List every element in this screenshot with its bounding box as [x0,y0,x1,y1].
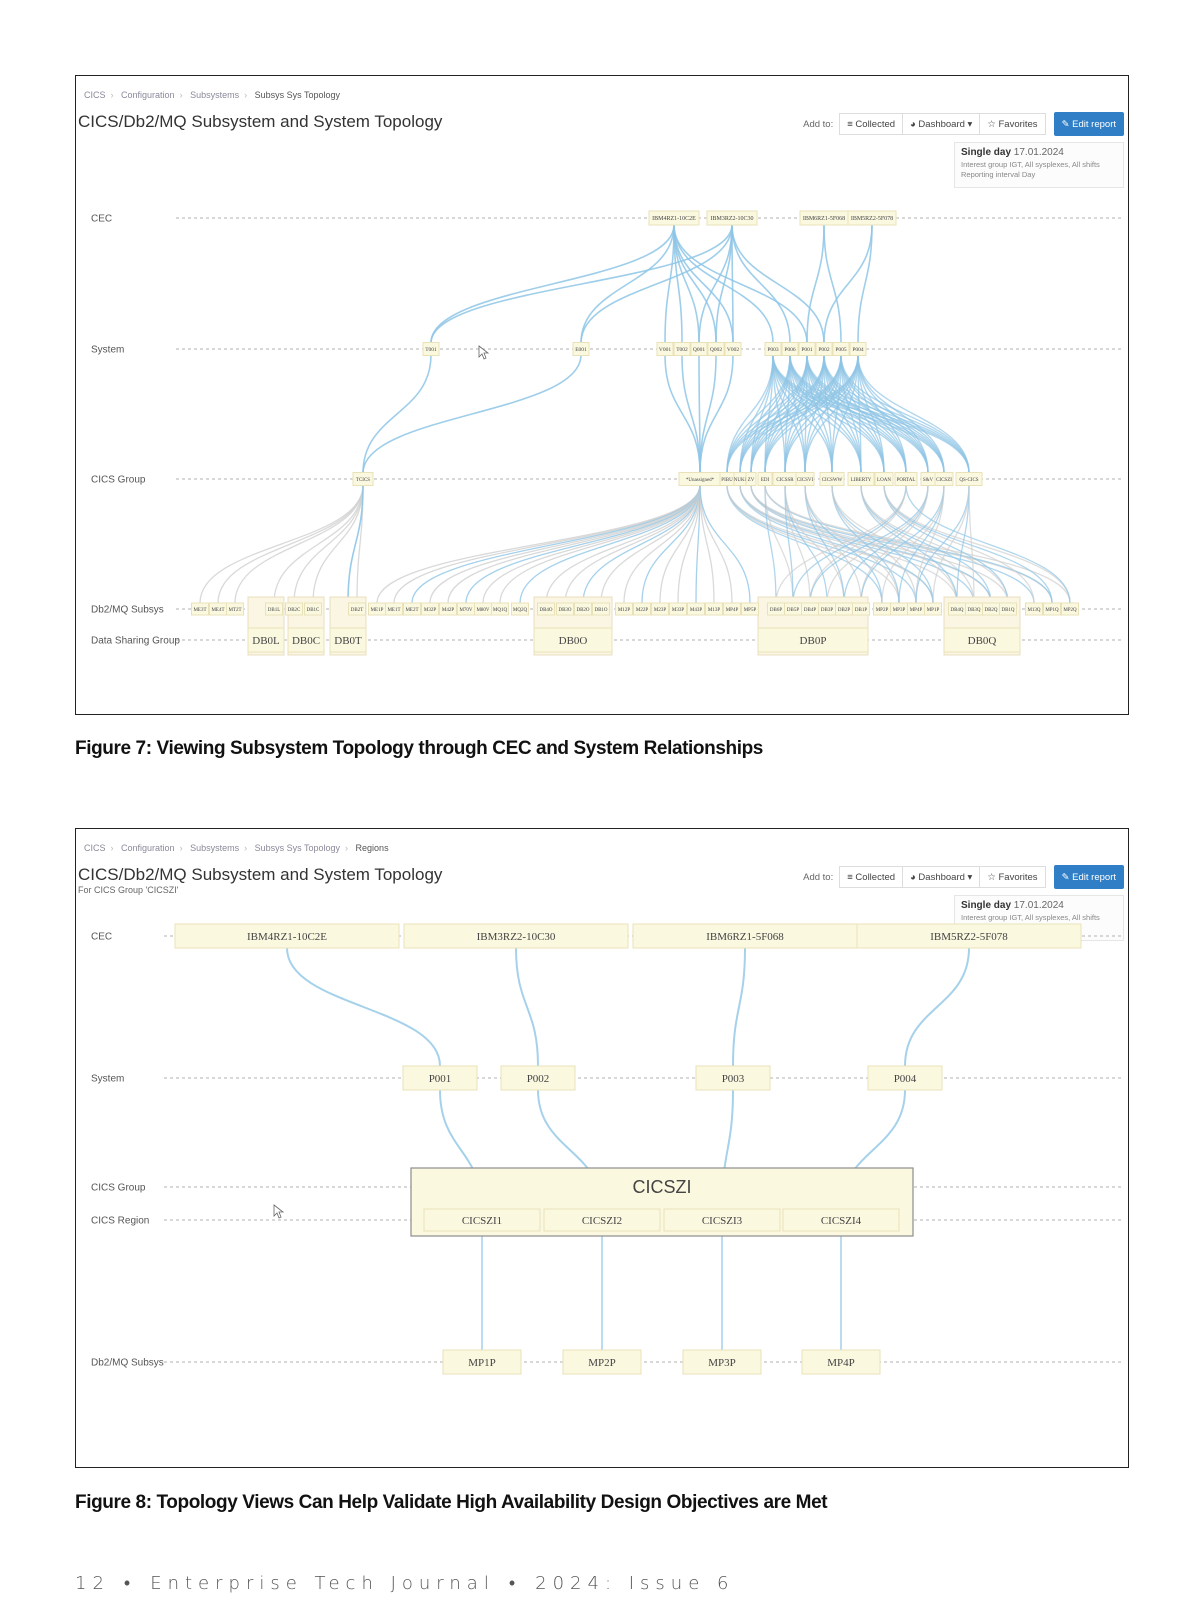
system-node-label: P003 [767,346,779,353]
cics-group-node[interactable] [848,473,874,486]
topology-link [483,485,700,603]
caret-down-icon: ▾ [964,871,973,883]
subsys-node-label: DB4O [539,607,553,613]
data-sharing-group-node-label: DB0L [252,634,280,647]
subsys-node-label: MP2P [875,607,889,613]
cec-row-label: CEC [91,213,113,225]
subsys-node-label: M32P [423,607,437,613]
subsys-node[interactable] [616,603,633,615]
subsys-node-label: DB2C [287,607,301,613]
system-node[interactable] [725,343,741,356]
subsys-node-label: MP4P [827,1356,855,1369]
system-node[interactable] [816,343,832,356]
subsys-node[interactable] [1044,603,1061,615]
add-to-label: Add to: [803,871,834,883]
subsys-node-label: DB4P [803,607,817,613]
cec-node-label: IBM5RZ2-5F078 [850,216,894,223]
breadcrumb-item[interactable]: Subsystems [190,90,240,100]
caret-down-icon: ▾ [964,118,973,130]
subsys-node-label: DB5P [786,607,800,613]
system-node-label: P005 [835,346,847,353]
subsys-node[interactable] [369,603,386,615]
topology-link [430,485,700,603]
system-node-label: V001 [658,346,672,353]
subsys-node-label: DB3P [820,607,834,613]
topology-link [516,948,538,1066]
cics-group-node[interactable] [921,473,935,486]
topology-link [235,485,363,603]
subsys-node[interactable] [563,1350,641,1374]
topology-link [733,948,745,1066]
breadcrumb-item[interactable]: CICS [84,843,106,853]
subsys-node[interactable] [305,603,322,615]
subsys-node[interactable] [1062,603,1079,615]
subsys-node[interactable] [706,603,723,615]
system-node[interactable] [674,343,690,356]
cics-group-node[interactable] [796,473,814,486]
collected-label: Collected [855,871,896,883]
page-footer [75,1573,734,1594]
cics-group-node-label: CICSVI [796,477,814,483]
cics-region-node-label: CICSZI1 [461,1214,503,1227]
subsys-node-label: M13Q [1027,607,1041,613]
cics-group-node[interactable] [773,473,797,486]
subsys-node-label: MQ1Q [492,607,508,613]
cics-group-node[interactable] [875,473,893,486]
breadcrumb: CICS › Configuration › Subsystems › Subsys Sys Topology [84,90,341,100]
subsys-node-label: DB3O [558,607,572,613]
period-label: Single day [961,900,1012,911]
dashboard-label: Dashboard [918,118,965,130]
subsys-node[interactable] [575,603,592,615]
topology-link [412,485,700,603]
topology-link [287,948,440,1066]
subsys-node[interactable] [227,603,244,615]
cics-region-node[interactable] [664,1209,780,1231]
cics-group-node-label: PIBU [721,477,733,483]
breadcrumb-item[interactable]: CICS [84,90,106,100]
subsys-node[interactable] [670,603,687,615]
data-sharing-group-node[interactable] [288,628,324,652]
subsys-node[interactable] [593,603,610,615]
page-subtitle: For CICS Group 'CICSZI' [78,885,179,895]
topology-link [824,225,841,343]
subsys-node-label: DB3Q [967,607,981,613]
subsys-node-label: ME1P [370,607,384,613]
cec-node-label: IBM6RZ1-5F068 [802,216,846,223]
cec-node[interactable] [848,211,896,225]
edit-report-label: Edit report [1072,118,1116,130]
subsys-node[interactable] [458,603,475,615]
topology-link [700,355,716,473]
topology-link [700,485,732,603]
cics-region-node[interactable] [783,1209,899,1231]
subsys-node-label: M70V [459,607,473,613]
cics-group-node-label: NUKI [733,477,747,483]
subsys-node-label: M42P [441,607,455,613]
page-number: 12 [75,1573,110,1594]
subsys-node-label: MP5P [743,607,757,613]
cics-group-node-label: EDI [760,477,770,483]
subsys-node[interactable] [210,603,227,615]
topology-link [732,225,824,343]
cec-node-label: IBM4RZ1-10C2E [246,930,328,943]
subsys-node[interactable] [404,603,421,615]
edit-icon: ✎ [1061,871,1073,883]
subsys-node-label: M12P [617,607,631,613]
subsys-node-label: M13P [707,607,721,613]
cec-node[interactable] [800,211,848,225]
cics-group-node-label: LIBERTY [850,477,872,483]
data-sharing-group-node[interactable] [534,628,612,652]
subsys-node-label: MP4P [909,607,923,613]
cics-group-node-label: PORTAL [896,477,916,483]
subsys-node-label: DB1Q [1001,607,1015,613]
system-node-label: Q002 [709,346,723,353]
topology-link [716,225,732,343]
figure-7-screenshot [75,75,1129,715]
subsys-node[interactable] [286,603,303,615]
data-sharing-group-node-label: DB0Q [967,634,997,647]
subsys-node[interactable] [819,603,836,615]
system-node[interactable] [868,1066,942,1090]
system-node-label: E001 [575,346,587,353]
period-label: Single day [961,147,1012,158]
data-sharing-group-node-label: DB0O [558,634,588,647]
cec-node[interactable] [404,924,628,948]
add-to-label: Add to: [803,118,834,130]
system-node-label: V002 [726,346,740,353]
data-sharing-group-node-label: DB0C [291,634,321,647]
dashboard-icon: ◕ [910,118,919,130]
cics-group-node-label: CICSWW [821,477,843,483]
topology-links [287,948,969,1350]
cics-group-node[interactable] [734,473,747,486]
cec-node[interactable] [633,924,857,948]
subsys-node[interactable] [891,603,908,615]
interest-group-text: Interest group IGT, All sysplexes, All shifts [961,160,1100,169]
cics-group-node-label: S&V [922,477,934,483]
subsys-node-label: MP4P [725,607,739,613]
data-sharing-group-node[interactable] [330,628,366,652]
db2mq-subsys-row-label: Db2/MQ Subsys [91,604,164,616]
subsys-node[interactable] [925,603,942,615]
subsys-node[interactable] [874,603,891,615]
dashboard-icon: ◕ [910,871,919,883]
topology-link [274,485,363,603]
cics-group-node-label: QS-CICS [959,477,979,483]
subsys-node-label: DB2Q [984,607,998,613]
system-node[interactable] [403,1066,477,1090]
subsys-node-label: MT2T [228,607,242,613]
system-row-label: System [91,344,125,356]
subsys-node-label: M43P [689,607,703,613]
star-icon: ☆ [987,871,999,883]
subsys-node[interactable] [908,603,925,615]
journal-name: Enterprise Tech Journal [150,1573,495,1594]
cics-region-node[interactable] [424,1209,540,1231]
topology-link [500,485,700,603]
data-sharing-group-node[interactable] [758,628,868,652]
topology-link [581,225,674,343]
cec-node[interactable] [857,924,1081,948]
system-node-label: Q001 [692,346,706,353]
cec-row-label: CEC [91,931,113,943]
breadcrumb-item[interactable]: Subsystems [190,843,240,853]
figure-7-caption: Figure 7: Viewing Subsystem Topology through CEC and System Relationships [75,738,763,759]
issue-label: 2024: Issue 6 [535,1573,735,1594]
subsys-node-label: DB1C [306,607,320,613]
topology-link [431,225,674,343]
cics-group-node-label: *Unassigned* [685,477,715,483]
subsys-node[interactable] [652,603,669,615]
breadcrumb-item: Regions [355,843,389,853]
cec-node[interactable] [707,211,757,225]
subsys-node[interactable] [557,603,574,615]
breadcrumb: CICS › Configuration › Subsystems › Subsys Sys Topology › Regions [84,843,389,853]
cics-group-node[interactable] [353,473,373,486]
subsys-node-label: DB1L [267,607,281,613]
subsys-node[interactable] [422,603,439,615]
system-node-label: P003 [721,1072,745,1085]
cics-group-node-label: CICSZI [936,477,952,483]
cec-node[interactable] [175,924,399,948]
subsys-node[interactable] [538,603,555,615]
subsys-node-label: MP1P [926,607,940,613]
subsys-node[interactable] [724,603,741,615]
subsys-node-label: MP1Q [1045,607,1059,613]
star-icon: ☆ [987,118,999,130]
cics-group-node[interactable] [956,473,982,486]
subsys-node-label: M22P [635,607,649,613]
system-row-label: System [91,1073,125,1085]
bullet-separator: • [508,1573,522,1594]
breadcrumb-item: Subsys Sys Topology [254,90,341,100]
cics-region-node[interactable] [544,1209,660,1231]
subsys-node-label: M23P [653,607,667,613]
page-title: CICS/Db2/MQ Subsystem and System Topology [78,112,443,131]
subsys-node[interactable] [983,603,1000,615]
subsys-node[interactable] [768,603,785,615]
subsys-node-label: MQ2Q [512,607,528,613]
mouse-cursor-icon [479,346,488,359]
system-node[interactable] [501,1066,575,1090]
subsys-node[interactable] [1026,603,1043,615]
favorites-label: Favorites [998,871,1038,883]
topology-link [363,355,431,473]
subsys-node-label: ME3T [193,607,207,613]
subsys-node-label: MP3P [892,607,906,613]
subsys-node-label: DB2T [350,607,364,613]
subsys-node[interactable] [802,1350,880,1374]
system-node-label: T001 [425,346,437,353]
system-node[interactable] [691,343,707,356]
system-node-label: P002 [818,346,830,353]
subsys-node-label: M33P [671,607,685,613]
subsys-node-label: DB1O [594,607,608,613]
system-node-label: P001 [801,346,813,353]
subsys-node-label: DB1P [854,607,868,613]
topology-graph-2 [76,829,1128,1467]
cics-group-label: CICSZI [632,1177,692,1197]
cec-node-label: IBM3RZ2-10C30 [476,930,556,943]
interest-group-text: Interest group IGT, All sysplexes, All shifts [961,913,1100,922]
figure-8-screenshot [75,828,1129,1468]
system-node-label: P006 [784,346,796,353]
topology-graph-1 [76,76,1128,714]
system-node-label: P004 [852,346,864,353]
subsys-node[interactable] [742,603,759,615]
subsys-node[interactable] [802,603,819,615]
subsys-node-label: M80V [476,607,490,613]
subsys-node[interactable] [634,603,651,615]
topology-link [294,485,363,603]
system-node[interactable] [696,1066,770,1090]
subsys-node[interactable] [266,603,283,615]
subsys-node-label: DB2P [837,607,851,613]
subsys-node[interactable] [688,603,705,615]
subsys-node[interactable] [386,603,403,615]
subsys-node[interactable] [512,603,529,615]
system-node-label: P002 [526,1072,550,1085]
system-node[interactable] [708,343,724,356]
subsys-node-label: MP2Q [1063,607,1077,613]
topology-link [363,355,581,473]
subsys-node-label: MP1P [468,1356,496,1369]
breadcrumb-item[interactable]: Subsys Sys Topology [254,843,341,853]
period-date: 17.01.2024 [1013,147,1064,158]
cics-group-node[interactable] [746,473,756,486]
system-node[interactable] [765,343,781,356]
db2mq-subsys-row-label: Db2/MQ Subsys [91,1357,164,1369]
cics-group-row-label: CICS Group [91,474,146,486]
cics-group-node[interactable] [895,473,917,486]
subsys-node-label: DB2O [576,607,590,613]
system-node[interactable] [657,343,673,356]
subsys-node[interactable] [785,603,802,615]
data-sharing-group-node[interactable] [248,628,284,652]
subsys-node[interactable] [966,603,983,615]
cics-region-node-label: CICSZI4 [820,1214,862,1227]
subsys-node-label: ME2T [405,607,419,613]
topology-link [732,225,733,343]
mouse-cursor-icon [274,1205,283,1218]
cics-region-node-label: CICSZI3 [701,1214,743,1227]
data-sharing-group-node[interactable] [944,628,1020,652]
subsys-node[interactable] [1000,603,1017,615]
cics-group-node-label: LOAN [877,477,891,483]
subsys-node-label: ME1T [387,607,401,613]
topology-link [581,225,732,343]
topology-links [200,225,1070,603]
subsys-node[interactable] [949,603,966,615]
cics-group-node-label: CICSSR [776,477,794,483]
cec-node[interactable] [649,211,699,225]
system-node[interactable] [850,343,866,356]
data-sharing-group-node-label: DB0P [799,634,827,647]
subsys-node[interactable] [440,603,457,615]
cec-node-label: IBM5RZ2-5F078 [930,930,1008,943]
cics-group-node[interactable] [758,473,772,486]
topology-link [674,225,807,343]
system-node-label: P001 [428,1072,452,1085]
system-node-label: T002 [676,346,688,353]
cics-region-row-label: CICS Region [91,1215,150,1227]
topology-link [682,355,700,473]
system-node[interactable] [423,343,439,356]
topology-link [466,485,700,603]
cics-group-node-label: TCICS [355,477,371,483]
topology-link [601,485,700,603]
topology-link [905,948,969,1066]
favorites-label: Favorites [998,118,1038,130]
cec-node-label: IBM6RZ1-5F068 [706,930,784,943]
breadcrumb-item[interactable]: Configuration [121,843,175,853]
edit-report-label: Edit report [1072,871,1116,883]
dashboard-label: Dashboard [918,871,965,883]
subsys-node[interactable] [443,1350,521,1374]
cics-group-row-label: CICS Group [91,1182,146,1194]
period-date: 17.01.2024 [1013,900,1064,911]
subsys-node-label: DB4Q [950,607,964,613]
system-node[interactable] [833,343,849,356]
subsys-node[interactable] [475,603,492,615]
system-node[interactable] [573,343,589,356]
data-sharing-group-node-label: DB0T [334,634,362,647]
breadcrumb-item[interactable]: Configuration [121,90,175,100]
cics-group-node[interactable] [679,473,721,486]
cics-group-node-label: ZV [747,477,755,483]
subsys-node-label: MP2P [588,1356,616,1369]
cics-group-node[interactable] [820,473,844,486]
collected-label: Collected [855,118,896,130]
subsys-node[interactable] [349,603,366,615]
subsys-node[interactable] [192,603,209,615]
subsys-node[interactable] [836,603,853,615]
list-icon: ≡ [847,118,856,130]
subsys-node[interactable] [492,603,509,615]
figure-8-caption: Figure 8: Topology Views Can Help Validate High Availability Design Objectives are Met [75,1492,828,1513]
cics-group-node[interactable] [935,473,953,486]
system-node[interactable] [782,343,798,356]
system-node-label: P004 [893,1072,917,1085]
topology-link [674,225,716,343]
list-icon: ≡ [847,871,856,883]
subsys-node[interactable] [853,603,870,615]
subsys-node-label: DB6P [769,607,783,613]
cics-group-node[interactable] [720,473,734,486]
system-node[interactable] [799,343,815,356]
cics-region-node-label: CICSZI2 [581,1214,623,1227]
page-title: CICS/Db2/MQ Subsystem and System Topology [78,865,443,884]
cec-node-label: IBM4RZ1-10C2E [652,216,696,223]
subsys-node-label: ME4T [211,607,225,613]
data-sharing-group-row-label: Data Sharing Group [91,635,180,647]
bullet-separator: • [123,1573,137,1594]
reporting-interval-text: Reporting interval Day [961,170,1036,179]
cec-node-label: IBM3RZ2-10C30 [710,216,754,223]
subsys-node[interactable] [683,1350,761,1374]
edit-icon: ✎ [1061,118,1073,130]
subsys-node-label: MP3P [708,1356,736,1369]
